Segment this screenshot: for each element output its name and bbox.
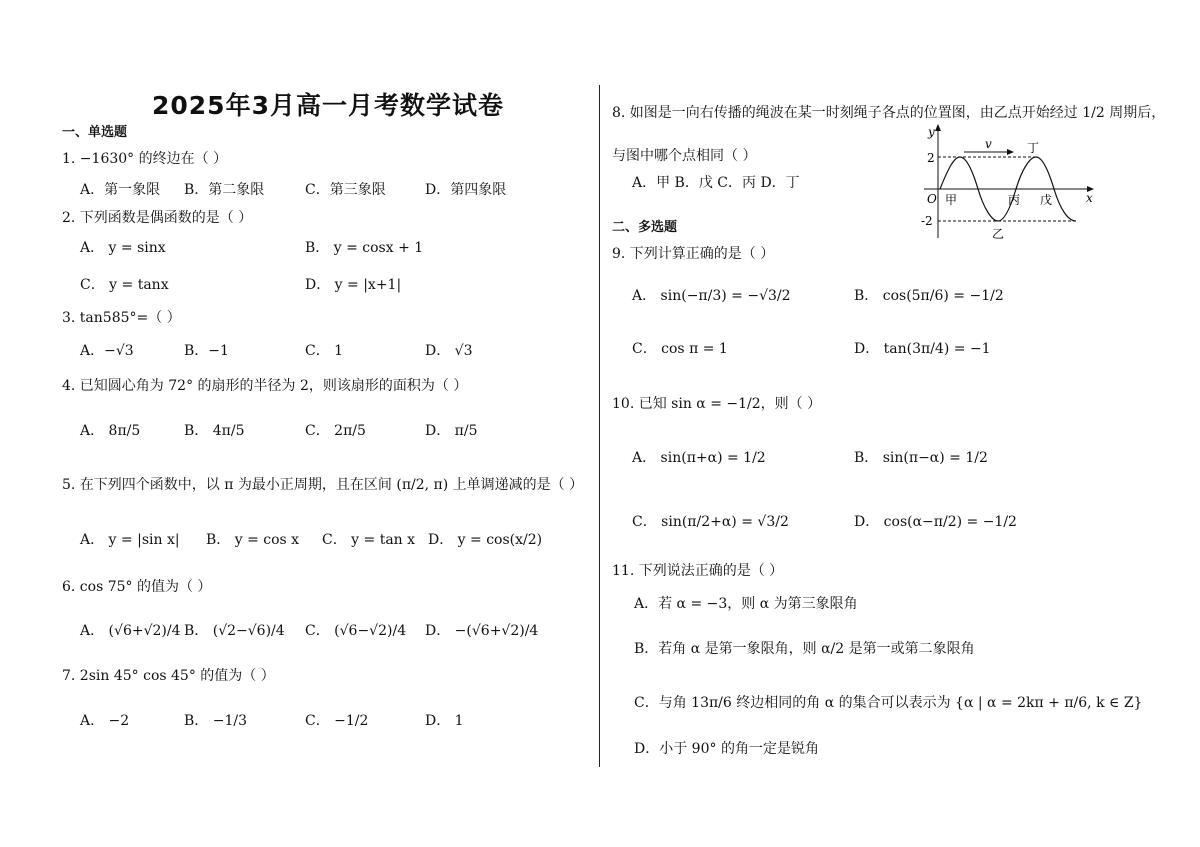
q2-stem: 2. 下列函数是偶函数的是（ ）: [62, 210, 253, 226]
q2-option-a: A． y = sinx: [80, 240, 166, 256]
point-wu-label: 戊: [1040, 193, 1053, 207]
q6-option-c: C． (√6−√2)/4: [305, 623, 407, 639]
q4-option-b: B． 4π/5: [184, 423, 245, 439]
q4-option-a: A． 8π/5: [80, 423, 141, 439]
q6-option-d: D． −(√6+√2)/4: [425, 623, 539, 639]
q10-stem: 10. 已知 sin α = −1/2，则（ ）: [612, 396, 822, 412]
q6-option-a: A． (√6+√2)/4: [80, 623, 181, 639]
q8-stem-line1: 8. 如图是一向右传播的绳波在某一时刻绳子各点的位置图，由乙点开始经过 1/2 周期后，: [612, 105, 1166, 121]
q9-option-c: C． cos π = 1: [632, 341, 728, 357]
q9-stem: 9. 下列计算正确的是（ ）: [612, 246, 775, 262]
q10-option-a: A． sin(π+α) = 1/2: [632, 450, 766, 466]
q5-option-c: C． y = tan x: [322, 532, 416, 548]
velocity-arrow-head: [1007, 149, 1014, 155]
q2-option-d: D． y = |x+1|: [305, 277, 402, 293]
q1-option-a: A．第一象限: [80, 182, 161, 198]
y-tick-bottom: -2: [921, 214, 933, 228]
q11-option-a: A．若 α = −3，则 α 为第三象限角: [634, 596, 858, 612]
q8-options: A．甲 B．戊 C．丙 D．丁: [632, 175, 800, 191]
q10-option-d: D． cos(α−π/2) = −1/2: [854, 514, 1017, 530]
q11-option-d: D．小于 90° 的角一定是锐角: [634, 741, 819, 757]
q5-option-a: A． y = |sin x|: [80, 532, 180, 548]
point-ding-label: 丁: [1027, 141, 1040, 155]
q5-option-b: B． y = cos x: [206, 532, 300, 548]
y-tick-top: 2: [927, 151, 935, 165]
q2-option-c: C． y = tanx: [80, 277, 169, 293]
section-multi-choice: 二、多选题: [612, 220, 678, 235]
x-axis-label: x: [1086, 191, 1093, 205]
velocity-label: v: [985, 137, 992, 151]
q9-option-b: B． cos(5π/6) = −1/2: [854, 288, 1004, 304]
q11-stem: 11. 下列说法正确的是（ ）: [612, 563, 784, 579]
q9-option-d: D． tan(3π/4) = −1: [854, 341, 991, 357]
point-jia-label: 甲: [945, 193, 958, 207]
q4-stem: 4. 已知圆心角为 72° 的扇形的半径为 2，则该扇形的面积为（ ）: [62, 378, 468, 394]
point-bing-label: 丙: [1008, 193, 1021, 207]
q11-option-b: B．若角 α 是第一象限角，则 α/2 是第一或第二象限角: [634, 641, 975, 657]
q7-stem: 7. 2sin 45° cos 45° 的值为（ ）: [62, 668, 275, 684]
y-axis-arrow: [935, 124, 941, 131]
q3-option-b: B．−1: [184, 343, 229, 359]
column-divider: [599, 85, 600, 767]
q9-option-a: A． sin(−π/3) = −√3/2: [632, 288, 791, 304]
page-title: 2025年3月高一月考数学试卷: [152, 91, 504, 120]
q6-option-b: B． (√2−√6)/4: [184, 623, 285, 639]
q3-option-d: D． √3: [425, 343, 473, 359]
q3-option-c: C． 1: [305, 343, 344, 359]
q1-option-d: D．第四象限: [425, 182, 507, 198]
section-single-choice: 一、单选题: [62, 125, 128, 140]
point-yi-label: 乙: [992, 227, 1005, 240]
q7-option-b: B． −1/3: [184, 713, 247, 729]
q5-option-d: D． y = cos(x/2): [428, 532, 543, 548]
q4-option-d: D． π/5: [425, 423, 478, 439]
q7-option-a: A． −2: [80, 713, 130, 729]
q2-option-b: B． y = cosx + 1: [305, 240, 424, 256]
q7-option-d: D． 1: [425, 713, 464, 729]
q6-stem: 6. cos 75° 的值为（ ）: [62, 579, 212, 595]
q1-stem: 1. −1630° 的终边在（ ）: [62, 151, 228, 167]
q11-option-c: C．与角 13π/6 终边相同的角 α 的集合可以表示为 {α | α = 2kπ + π/6, k ∈ Z}: [634, 695, 1143, 711]
origin-label: O: [927, 192, 937, 206]
q10-option-c: C． sin(π/2+α) = √3/2: [632, 514, 789, 530]
q5-stem: 5. 在下列四个函数中，以 π 为最小正周期，且在区间 (π/2, π) 上单调递减的是（ ）: [62, 477, 584, 493]
q8-stem-line2: 与图中哪个点相同（ ）: [612, 148, 757, 164]
q3-stem: 3. tan585°=（ ）: [62, 310, 181, 326]
q3-option-a: A．−√3: [80, 343, 134, 359]
q1-option-c: C．第三象限: [305, 182, 386, 198]
q1-option-b: B．第二象限: [184, 182, 265, 198]
y-axis-label: y: [928, 125, 935, 139]
q10-option-b: B． sin(π−α) = 1/2: [854, 450, 988, 466]
wave-figure: [918, 122, 1096, 240]
q4-option-c: C． 2π/5: [305, 423, 366, 439]
q7-option-c: C． −1/2: [305, 713, 369, 729]
